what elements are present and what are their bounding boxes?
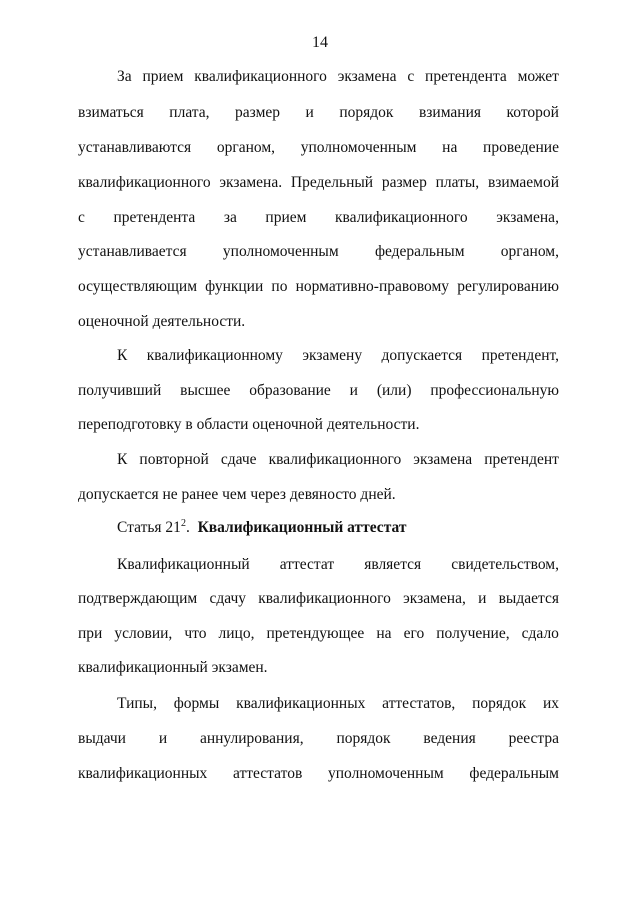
word: порядок xyxy=(339,104,394,121)
word: квалификационного xyxy=(268,451,402,468)
word: квалификационных xyxy=(78,765,208,782)
word: органом, xyxy=(216,139,276,156)
word: получение, xyxy=(436,625,510,642)
word: аннулирования, xyxy=(199,730,304,747)
word: экзамена, xyxy=(496,209,559,226)
word: устанавливаются xyxy=(78,139,192,156)
text-line xyxy=(78,138,559,158)
word: выдачи xyxy=(78,730,126,747)
word: регулированию xyxy=(457,278,559,295)
word: и xyxy=(158,730,168,747)
word: подтверждающим xyxy=(78,590,198,607)
text-line xyxy=(78,277,559,297)
word: претендента xyxy=(113,209,196,226)
word: квалификационного xyxy=(78,174,211,191)
word: с xyxy=(78,209,85,226)
word: экзамена, xyxy=(403,590,466,607)
word: квалификационного xyxy=(335,209,468,226)
word: размер xyxy=(381,174,427,191)
word: является xyxy=(364,556,422,573)
word: условии, xyxy=(114,625,173,642)
article-number: Статья $21^2$. xyxy=(117,517,190,536)
word: претендующее xyxy=(266,625,365,642)
word: высшее xyxy=(180,382,231,399)
word: квалификационному xyxy=(146,347,283,364)
word: претендент, xyxy=(481,347,559,364)
word: по xyxy=(271,278,288,295)
word: за xyxy=(223,209,237,226)
word: на xyxy=(376,625,392,642)
word: Квалификационный xyxy=(117,556,250,573)
word: аттестат xyxy=(279,556,335,573)
word: сдаче xyxy=(220,451,257,468)
word: повторной xyxy=(139,451,209,468)
word: К xyxy=(117,347,128,364)
text-line: допускается не ранее чем через девяносто дней. xyxy=(78,486,396,503)
word: сдало xyxy=(521,625,559,642)
word: Типы, xyxy=(117,695,157,712)
word: которой xyxy=(506,104,559,121)
word: осуществляющим xyxy=(78,278,198,295)
text-line xyxy=(78,381,559,401)
word: уполномоченным xyxy=(222,243,339,260)
word: что xyxy=(184,625,207,642)
text-line xyxy=(117,450,559,470)
text-line xyxy=(117,67,559,87)
text-line xyxy=(117,694,559,714)
word: выдается xyxy=(498,590,559,607)
word: уполномоченным xyxy=(300,139,417,156)
text-line xyxy=(78,764,559,784)
word: при xyxy=(78,625,103,642)
word: платы, xyxy=(435,174,480,191)
word: на xyxy=(442,139,458,156)
word: квалификационных xyxy=(236,695,366,712)
word: порядок xyxy=(336,730,391,747)
text-line xyxy=(78,624,559,644)
word: уполномоченным xyxy=(327,765,444,782)
word: функции xyxy=(205,278,264,295)
word: плата, xyxy=(169,104,210,121)
word: К xyxy=(117,451,128,468)
word: получивший xyxy=(78,382,162,399)
article-title: Квалификационный аттестат xyxy=(197,519,407,536)
word: экзамена. xyxy=(219,174,283,191)
word: образование xyxy=(249,382,331,399)
word: квалификационного xyxy=(258,590,391,607)
word: нормативно-правовому xyxy=(295,278,450,295)
word: и xyxy=(305,104,314,121)
word: проведение xyxy=(483,139,559,156)
text-line xyxy=(78,208,559,228)
word: претендент xyxy=(484,451,559,468)
word: его xyxy=(403,625,425,642)
word: и xyxy=(478,590,487,607)
word: прием xyxy=(142,68,184,85)
word: свидетельством, xyxy=(451,556,559,573)
page-number: 14 xyxy=(312,34,328,51)
word: квалификационного xyxy=(194,68,327,85)
word: аттестатов xyxy=(233,765,303,782)
word: устанавливается xyxy=(78,243,187,260)
text-line xyxy=(78,729,559,749)
word: экзамена xyxy=(337,68,397,85)
word: может xyxy=(517,68,559,85)
text-line xyxy=(117,555,559,575)
text-line: переподготовку в области оценочной деятельности. xyxy=(78,416,420,433)
word: их xyxy=(542,695,559,712)
word: сдачу xyxy=(209,590,247,607)
word: с xyxy=(407,68,415,85)
word: ведения xyxy=(423,730,476,747)
word: аттестатов, xyxy=(382,695,456,712)
text-line xyxy=(78,589,559,609)
word: взимания xyxy=(418,104,482,121)
word: Предельный xyxy=(290,174,374,191)
text-line xyxy=(78,173,559,193)
word: взимаемой xyxy=(487,174,559,191)
word: порядок xyxy=(472,695,527,712)
word: допускается xyxy=(381,347,463,364)
word: размер xyxy=(235,104,281,121)
word: федеральным xyxy=(374,243,465,260)
text-line xyxy=(117,346,559,366)
word: За xyxy=(117,68,132,85)
word: и xyxy=(349,382,358,399)
word: (или) xyxy=(376,382,412,399)
word: формы xyxy=(173,695,220,712)
word: федеральным xyxy=(469,765,559,782)
word: органом, xyxy=(500,243,559,260)
text-line xyxy=(78,103,559,123)
text-line: квалификационный экзамен. xyxy=(78,659,268,676)
word: претендента xyxy=(425,68,507,85)
word: лицо, xyxy=(218,625,255,642)
word: экзамена xyxy=(413,451,473,468)
text-line: оценочной деятельности. xyxy=(78,313,246,330)
word: реестра xyxy=(508,730,559,747)
article-heading xyxy=(117,518,559,538)
word: профессиональную xyxy=(430,382,559,399)
word: взиматься xyxy=(78,104,144,121)
text-line xyxy=(78,242,559,262)
word: прием xyxy=(265,209,307,226)
word: экзамену xyxy=(302,347,363,364)
